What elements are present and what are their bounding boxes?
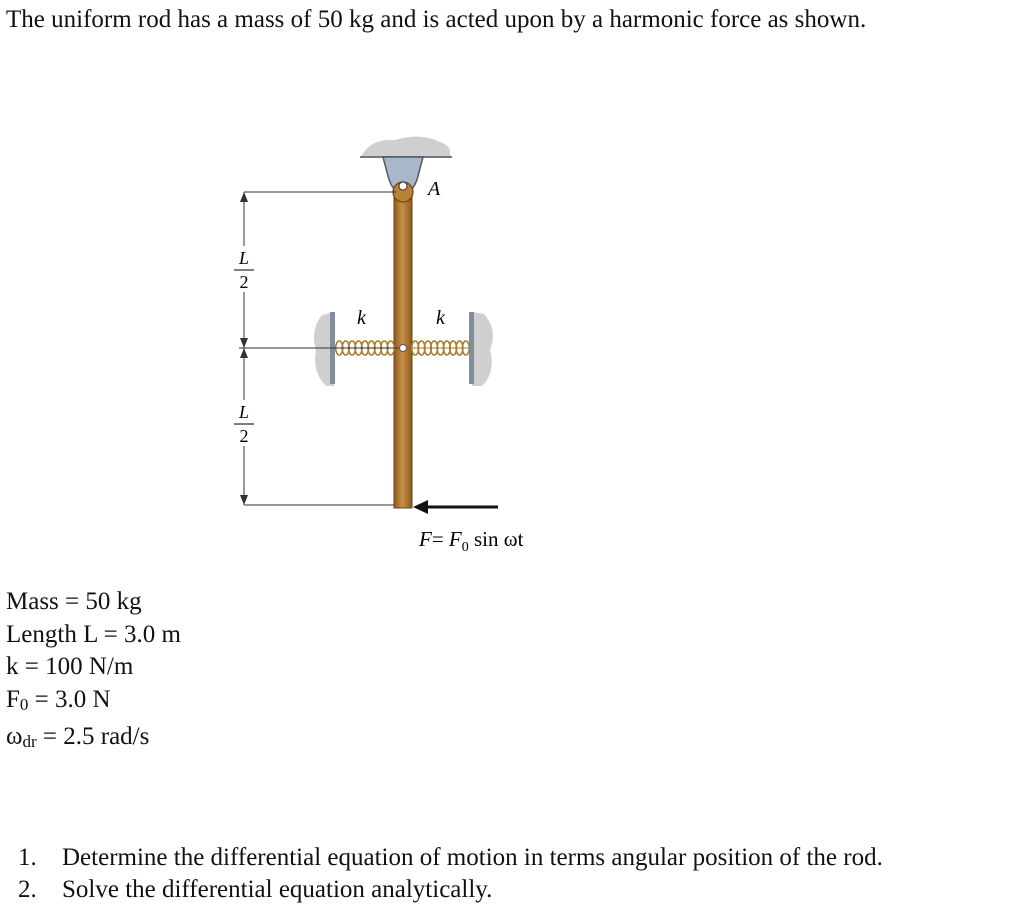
task-item: 1. Determine the differential equation of motion in terms angular position of the rod. — [18, 844, 883, 871]
problem-statement: The uniform rod has a mass of 50 kg and is acted upon by a harmonic force as shown. — [6, 6, 867, 33]
param-length: Length L = 3.0 m — [6, 620, 181, 648]
pin-a — [399, 182, 407, 190]
half-length-upper-num: L — [238, 248, 250, 268]
force-arrow — [413, 500, 498, 514]
parameter-list — [6, 586, 181, 759]
param-mass: Mass = 50 kg — [6, 588, 142, 615]
task-item: 2. Solve the differential equation analytically. — [18, 876, 493, 903]
spring-attachment-pin — [400, 345, 407, 352]
half-length-upper-den: 2 — [239, 272, 249, 292]
param-driving-frequency: ωdr = 2.5 rad/s — [6, 723, 150, 751]
param-spring-constant: k = 100 N/m — [6, 653, 134, 680]
param-force-amplitude: F0 = 3.0 N — [6, 685, 111, 714]
pin-label: A — [428, 178, 441, 200]
force-label: $F= F_0$ sin ωt — [419, 527, 524, 555]
half-length-lower-den: 2 — [239, 426, 249, 446]
spring-right-label: k — [436, 307, 445, 329]
spring-left-label: k — [357, 307, 366, 329]
half-length-lower-num: L — [238, 402, 250, 422]
left-wall — [314, 312, 335, 386]
spring-right — [412, 341, 470, 355]
right-wall — [469, 312, 493, 386]
dimension-lines — [239, 192, 398, 505]
ceiling-support — [360, 136, 452, 157]
task-list — [18, 842, 883, 906]
